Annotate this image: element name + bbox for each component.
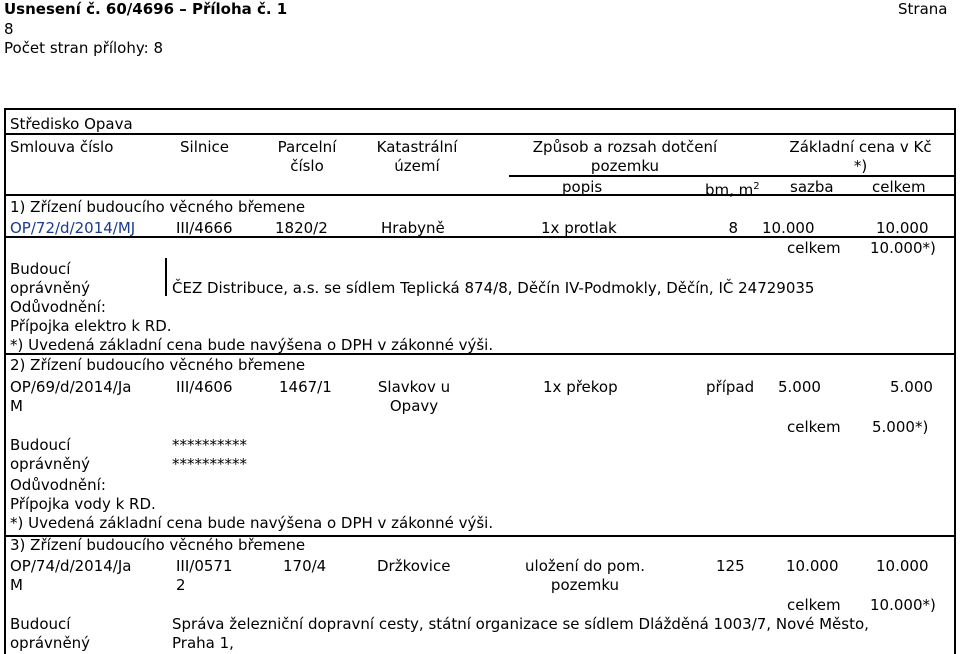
entry-3-desc: uložení do pom. [525, 557, 645, 575]
col-price-2: *) [853, 157, 868, 175]
entry-3-contract: OP/74/d/2014/Ja [10, 557, 132, 575]
col-total: celkem [872, 178, 926, 196]
entry-3-desc-2: pozemku [550, 576, 620, 594]
entry-2-beneficiary-2: ********** [172, 455, 247, 473]
entry-3-beneficiary: Správa železniční dopravní cesty, státní organizace se sídlem Dlážděná 1003/7, Nové Město, [172, 615, 869, 633]
entry-3-heading: 3) Zřízení budoucího věcného břemene [10, 536, 306, 554]
entry-3-cadastre: Držkovice [377, 557, 451, 575]
entry-1-contract: OP/72/d/2014/MJ [10, 219, 136, 237]
page-label: Strana [898, 0, 948, 18]
entry-3-rate: 10.000 [786, 557, 839, 575]
entry-2-reason: Přípojka vody k RD. [10, 495, 156, 513]
col-parcel: Parcelní [277, 138, 337, 156]
entry-2-qty: případ [706, 378, 755, 396]
entry-3-road: III/0571 [176, 557, 233, 575]
entry-3-beneficiary-2: Praha 1, [172, 634, 234, 652]
entry-3-road-2: 2 [176, 576, 186, 594]
entry-1-total-label: celkem [787, 239, 841, 257]
entry-3-qty: 125 [716, 557, 745, 575]
pages-count: Počet stran přílohy: 8 [4, 39, 164, 57]
col-desc: popis [562, 178, 603, 196]
col-rate: sazba [790, 178, 834, 196]
col-cadastre: Katastrální [376, 138, 458, 156]
entry-2-desc: 1x překop [543, 378, 618, 396]
entry-1-desc: 1x protlak [541, 219, 617, 237]
entry-3-total-label: celkem [787, 596, 841, 614]
col-price: Základní cena v Kč [789, 138, 932, 156]
table-top-border [4, 108, 956, 110]
entry-1-qty: 8 [728, 219, 738, 237]
entry-2-contract: OP/69/d/2014/Ja [10, 378, 132, 396]
col-cadastre-2: území [394, 157, 440, 175]
entry-2-beneficiary-label: Budoucí [10, 436, 71, 454]
col-contract: Smlouva číslo [10, 138, 114, 156]
document-title: Usnesení č. 60/4696 – Příloha č. 1 [4, 0, 288, 18]
col-impact-2: pozemku [590, 157, 660, 175]
col-road: Silnice [180, 138, 230, 156]
entry-1-road: III/4666 [176, 219, 233, 237]
entry-1-total: 10.000*) [870, 239, 936, 257]
entry-2-heading: 2) Zřízení budoucího věcného břemene [10, 356, 306, 374]
entry-3-parcel: 170/4 [283, 557, 327, 575]
entry-1-amount: 10.000 [876, 219, 929, 237]
entry-3-beneficiary-label: Budoucí [10, 615, 71, 633]
entry-1-heading: 1) Zřízení budoucího věcného břemene [10, 198, 306, 216]
entry-1-parcel: 1820/2 [275, 219, 328, 237]
entry-2-vat-note: *) Uvedená základní cena bude navýšena o DPH v zákonné výši. [10, 514, 494, 532]
entry-2-justification-label: Odůvodnění: [10, 476, 106, 494]
beneficiary-divider [165, 258, 167, 296]
entry-1-beneficiary: ČEZ Distribuce, a.s. se sídlem Teplická 874/8, Děčín IV-Podmokly, Děčín, IČ 24729035 [172, 279, 815, 297]
entry-1-cadastre: Hrabyně [381, 219, 445, 237]
entry-2-amount: 5.000 [890, 378, 933, 396]
table-right-border [954, 108, 956, 654]
col-unit: bm, $m^2$ [705, 181, 760, 199]
entry-2-beneficiary: ********** [172, 436, 247, 454]
entry-3-contract-2: M [10, 576, 23, 594]
center-name: Středisko Opava [10, 115, 133, 133]
table-left-border [4, 108, 6, 654]
entry-1-reason: Přípojka elektro k RD. [10, 317, 172, 335]
col-impact: Způsob a rozsah dotčení [532, 138, 718, 156]
row-divider [4, 133, 956, 135]
entry-3-total: 10.000*) [870, 596, 936, 614]
entry-2-rate: 5.000 [778, 378, 821, 396]
entry-2-total: 5.000*) [872, 418, 929, 436]
entry-1-justification-label: Odůvodnění: [10, 298, 106, 316]
entry-1-beneficiary-label: Budoucí [10, 260, 71, 278]
col-parcel-2: číslo [290, 157, 324, 175]
page-number: 8 [4, 20, 14, 38]
entry-2-road: III/4606 [176, 378, 233, 396]
entry-1-beneficiary-label-2: oprávněný [10, 279, 91, 297]
entry-2-cadastre-2: Opavy [389, 397, 439, 415]
entry-1-vat-note: *) Uvedená základní cena bude navýšena o DPH v zákonné výši. [10, 336, 494, 354]
entry-3-beneficiary-label-2: oprávněný [10, 634, 91, 652]
entry-3-amount: 10.000 [876, 557, 929, 575]
header-subdivider [509, 175, 956, 177]
entry-2-contract-2: M [10, 397, 23, 415]
entry-2-total-label: celkem [787, 418, 841, 436]
entry-2-cadastre: Slavkov u [377, 378, 451, 396]
entry-1-rate: 10.000 [762, 219, 815, 237]
entry-2-beneficiary-label-2: oprávněný [10, 455, 91, 473]
entry-2-parcel: 1467/1 [279, 378, 332, 396]
